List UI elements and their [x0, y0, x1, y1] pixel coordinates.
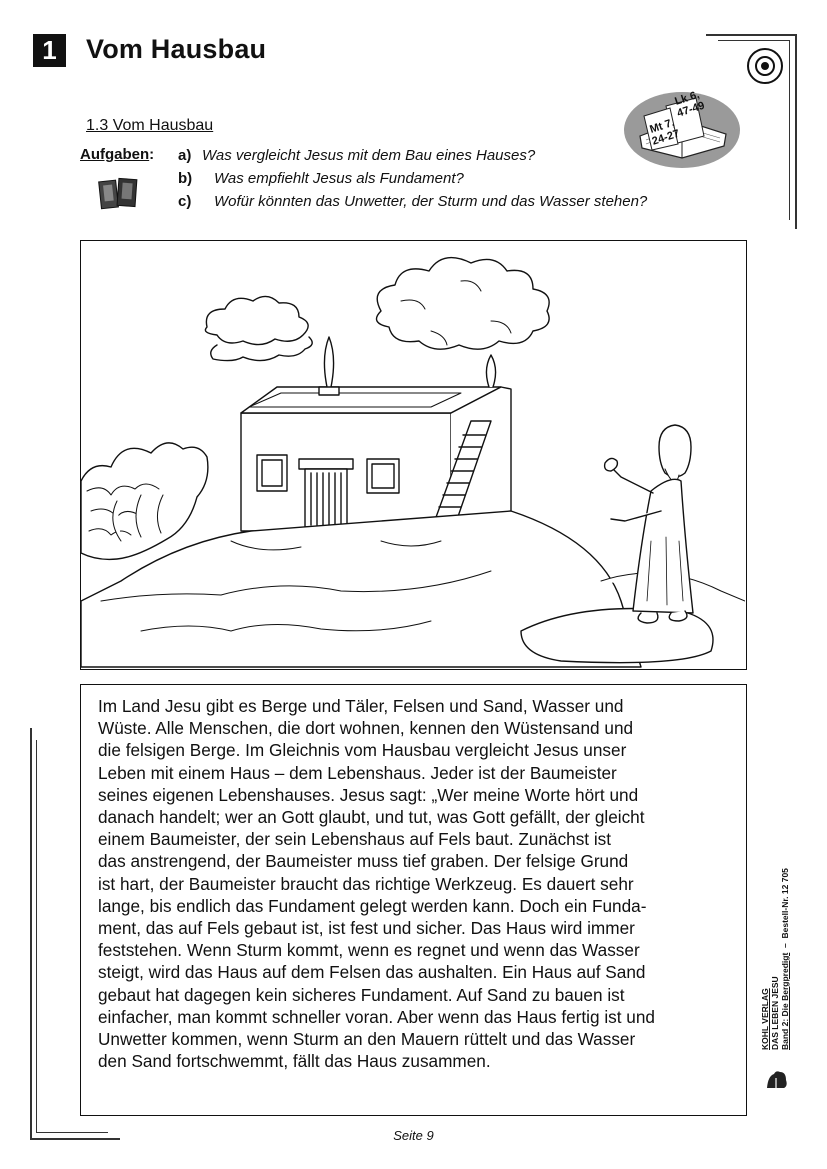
- text-line: ist hart, der Baumeister braucht das richtige Werkzeug. Es dauert sehr: [98, 873, 634, 894]
- text-line: gebaut hat dagegen kein sicheres Fundament. Auf Sand zu bauen ist: [98, 984, 625, 1005]
- text-line: steigt, wird das Haus auf dem Felsen das aushalten. Ein Haus auf Sand: [98, 962, 646, 983]
- frame-right-vertical: [795, 34, 797, 229]
- series-title: DAS LEBEN JESU: [770, 976, 780, 1050]
- frame-top-right: [706, 34, 796, 36]
- body-text-box: [80, 684, 747, 1116]
- text-line: einem Baumeister, der sein Lebenshaus auf Fels baut. Zunächst ist: [98, 829, 612, 850]
- task-a: a) Was vergleicht Jesus mit dem Bau eines Hauses?: [178, 147, 536, 164]
- book-icon: [98, 177, 140, 211]
- frame-left-vertical: [30, 728, 32, 1138]
- chapter-number: 1: [33, 34, 66, 67]
- publisher-sidebar: KOHL VERLAG DAS LEBEN JESU Band 2: Die Bergpredigt – Bestell-Nr. 12 705: [760, 868, 790, 1050]
- house: [241, 337, 511, 531]
- cloud-icon: [377, 258, 550, 350]
- body-paragraph: [98, 695, 738, 1072]
- section-title: 1.3 Vom Hausbau: [86, 117, 214, 134]
- text-line: einfacher, man kommt schneller voran. Aber wenn das Haus fertig ist und: [98, 1006, 655, 1027]
- publisher-logo-icon: [764, 1068, 790, 1090]
- text-line: das anstrengend, der Baumeister muss tief graben. Der felsige Grund: [98, 851, 629, 872]
- page-title: Vom Hausbau: [86, 34, 267, 64]
- order-number: Bestell-Nr. 12 705: [780, 868, 790, 939]
- badge-ref-luke: Lk 6, 47-49: [673, 88, 707, 120]
- text-line: den Sand fortschwemmt, fällt das Haus zusammen.: [98, 1051, 491, 1072]
- publisher-name: KOHL VERLAG: [760, 988, 770, 1050]
- text-line: seines eigenen Lebenshauses. Jesus sagt: „Wer meine Worte hört und: [98, 784, 639, 805]
- badge-ref-matthew: Mt 7, 24-27: [648, 116, 682, 148]
- cloud-icon: [205, 296, 312, 360]
- frame-right-vertical-inner: [789, 40, 790, 220]
- text-line: die felsigen Berge. Im Gleichnis vom Hausbau vergleicht Jesus unser: [98, 740, 627, 761]
- illustration-house-on-rock: [80, 240, 747, 670]
- frame-left-vertical-inner: [36, 740, 37, 1132]
- text-line: Wüste. Alle Menschen, die dort wohnen, kennen den Wüstensand und: [98, 718, 634, 739]
- wave: [81, 443, 208, 560]
- text-line: lange, bis endlich das Fundament gelegt werden kann. Doch ein Funda-: [98, 895, 647, 916]
- volume-title: Band 2: Die Bergpredigt: [780, 952, 790, 1050]
- text-line: Im Land Jesu gibt es Berge und Täler, Felsen und Sand, Wasser und: [98, 696, 624, 716]
- bible-reference-badge: [622, 84, 744, 172]
- frame-top-right-inner: [718, 40, 790, 41]
- text-line: danach handelt; wer an Gott glaubt, und tut, was Gott gefällt, der gleicht: [98, 807, 645, 828]
- tasks-label: Aufgaben:: [80, 146, 155, 163]
- task-c: c) Wofür könnten das Unwetter, der Sturm und das Wasser stehen?: [178, 193, 648, 210]
- page-number: Seite 9: [393, 1128, 434, 1143]
- text-line: Leben mit einem Haus – dem Lebenshaus. Jeder ist der Baumeister: [98, 762, 617, 783]
- task-b: b) Was empfiehlt Jesus als Fundament?: [178, 170, 464, 187]
- text-line: ment, das auf Fels gebaut ist, ist fest und sicher. Das Haus wird immer: [98, 918, 635, 939]
- text-line: feststehen. Wenn Sturm kommt, wenn es regnet und wenn das Wasser: [98, 940, 640, 961]
- text-line: Unwetter kommen, wenn Sturm an den Mauern rüttelt und das Wasser: [98, 1029, 636, 1050]
- cd-icon: [745, 46, 785, 86]
